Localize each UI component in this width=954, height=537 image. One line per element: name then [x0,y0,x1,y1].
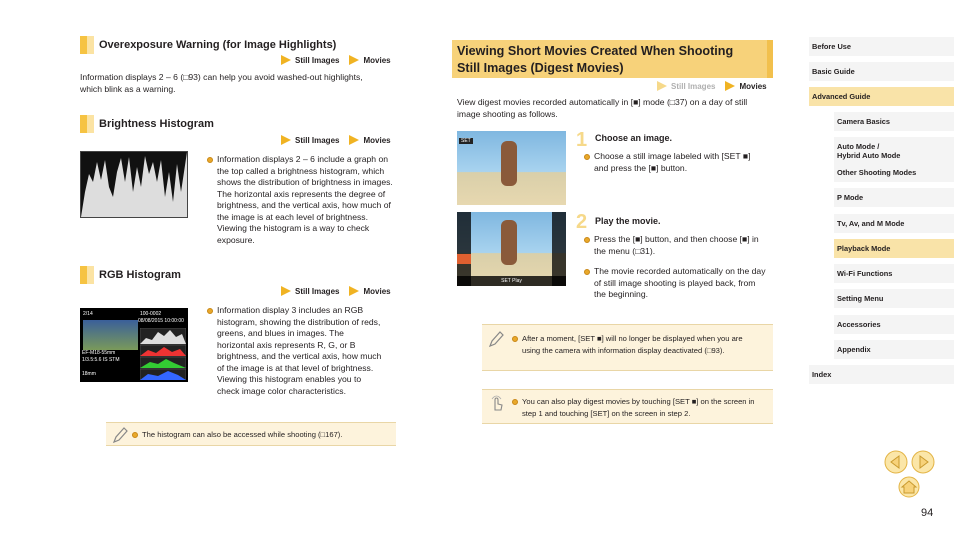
pencil-icon [488,330,504,348]
tag-row-mid [657,81,767,91]
nav-basic-guide[interactable]: Basic Guide [809,62,954,82]
step2-bullet2 [584,266,766,301]
rgb-bullet [207,305,382,397]
step2-number: 2 [576,211,588,233]
title-bar [452,40,773,78]
note-mid1-text: After a moment, [SET ■] will no longer be displayed when you are using the camera with information display deactivated (□93). [522,334,743,355]
nav-advanced-guide[interactable]: Advanced Guide [809,87,954,107]
note-left-bullet [132,429,392,441]
page-number: 94 [921,507,934,519]
heading-marker [80,266,94,284]
overexposure-text: Information displays 2 – 6 (□93) can help you avoid washed-out highlights, which blink as a warning. [80,72,363,94]
rgb-histogram-graph [140,328,186,380]
nav-camera-basics[interactable]: Camera Basics [834,112,954,132]
nav-appendix[interactable]: Appendix [834,340,954,360]
step2-bullet1 [584,234,766,257]
screen-lens: EF-M18-55mm [82,350,116,356]
still-images-icon [281,135,291,145]
step2-right-menu [552,212,566,286]
intro-text: View digest movies recorded automatically in [■] mode (□37) on a day of still image shooting as follows. [457,97,748,119]
tag-still: Still Images [295,55,340,65]
note-box-left [106,422,396,446]
note-mid2-bullet [512,396,757,420]
step1-title: Choose an image. [595,133,673,143]
section-title-rgb: RGB Histogram [99,269,181,281]
bullet-icon [584,269,590,275]
still-images-icon [281,286,291,296]
nav-auto-mode[interactable] [834,137,954,166]
step2-person [501,220,517,265]
nav-other-shooting-modes[interactable]: Other Shooting Modes [834,163,954,183]
screen-aperture: 1/3.5:5.6 IS STM [82,357,120,363]
screen-datetime: 08/08/2015 10:00:00 [138,318,184,324]
page-title [457,43,733,77]
tag-movies: Movies [739,81,767,91]
prev-page-icon[interactable] [884,450,908,474]
note-left-text: The histogram can also be accessed while shooting (□167). [142,430,343,439]
movies-icon [349,55,359,65]
tag-still-dim: Still Images [671,81,716,91]
step1-number: 1 [576,129,588,151]
bullet-icon [207,308,213,314]
tag-row [281,55,391,65]
screen-file-number: 100-0002 [140,311,162,317]
nav-before-use[interactable]: Before Use [809,37,954,57]
rgb-histogram-screen [80,308,188,382]
nav-setting-menu[interactable]: Setting Menu [834,289,954,309]
nav-p-mode[interactable]: P Mode [834,188,954,208]
bullet-icon [512,336,518,342]
movies-icon [725,81,735,91]
page-title-line1: Viewing Short Movies Created When Shooting [457,44,734,58]
step2-left-menu [457,212,471,286]
screen-focal: 18mm [82,371,96,377]
tag-movies: Movies [363,55,391,65]
rgb-text: Information display 3 includes an RGB histogram, showing the distribution of reds, greens, and blues in images. The horizontal axis represents R, G, or B brightness, and the vertical axis, how much of the image is at that level of brightness. Viewing this histogram enables you to check image color characteristics. [217,305,382,396]
step1-text: Choose a still image labeled with [SET ■] and press the [■] button. [594,151,751,173]
touch-icon [488,394,506,412]
still-images-icon [657,81,667,91]
step2-title: Play the movie. [595,216,661,226]
tag-still: Still Images [295,286,340,296]
nav-auto-mode-line2: Hybrid Auto Mode [837,151,901,160]
next-page-icon[interactable] [911,450,935,474]
tag-movies: Movies [363,286,391,296]
note-mid2-text: You can also play digest movies by touching [SET ■] on the screen in step 1 and touching [SET] on the screen in step 2. [522,397,755,418]
bullet-icon [207,157,213,163]
step1-bullet [584,151,764,174]
tag-row [281,135,391,145]
step1-person [501,141,517,186]
step2-screen [457,212,566,286]
page-title-line2: Still Images (Digest Movies) [457,61,624,75]
nav-wifi-functions[interactable]: Wi-Fi Functions [834,264,954,284]
section-title-brightness: Brightness Histogram [99,118,214,130]
heading-marker [80,36,94,54]
home-icon[interactable] [897,476,921,498]
histogram-graph [81,152,187,217]
bullet-icon [584,237,590,243]
brightness-text: Information displays 2 – 6 include a graph on the top called a brightness histogram, which shows the distribution of brightness in images. The horizontal axis represents the degree of brightness, and the vertical axis, how much of the image is at each level of brightness. Viewing the histogram is a way to check exposure. [217,154,393,245]
nav-accessories[interactable]: Accessories [834,315,954,335]
section-title-overexposure: Overexposure Warning (for Image Highlights) [99,39,337,51]
heading-marker [80,115,94,133]
note-mid1-bullet [512,333,757,357]
note-box-mid-2 [482,389,773,424]
tag-row [281,286,391,296]
screen-index: 2/14 [83,311,93,317]
movies-icon [349,135,359,145]
step1-screen-label: SET [461,138,471,144]
nav-playback-mode[interactable]: Playback Mode [834,239,954,259]
nav-auto-mode-line1: Auto Mode / [837,142,880,151]
step2-screen-label: SET Play [457,276,566,286]
pencil-icon [112,426,128,444]
step2-menu-selected [457,254,471,264]
still-images-icon [281,55,291,65]
bullet-icon [132,432,138,438]
step2-text1: Press the [■] button, and then choose [■] in the menu (□31). [594,234,759,256]
bullet-icon [512,399,518,405]
nav-tv-av-m-mode[interactable]: Tv, Av, and M Mode [834,214,954,234]
nav-index[interactable]: Index [809,365,954,385]
screen-thumbnail [83,320,138,350]
brightness-histogram-image [80,151,188,218]
tag-still: Still Images [295,135,340,145]
bullet-icon [584,154,590,160]
note-box-mid-1 [482,324,773,371]
step2-text2: The movie recorded automatically on the day of still image shooting is played back, from the beginning. [594,266,766,299]
tag-movies: Movies [363,135,391,145]
step1-screen [457,131,566,205]
brightness-bullet [207,154,397,246]
movies-icon [349,286,359,296]
